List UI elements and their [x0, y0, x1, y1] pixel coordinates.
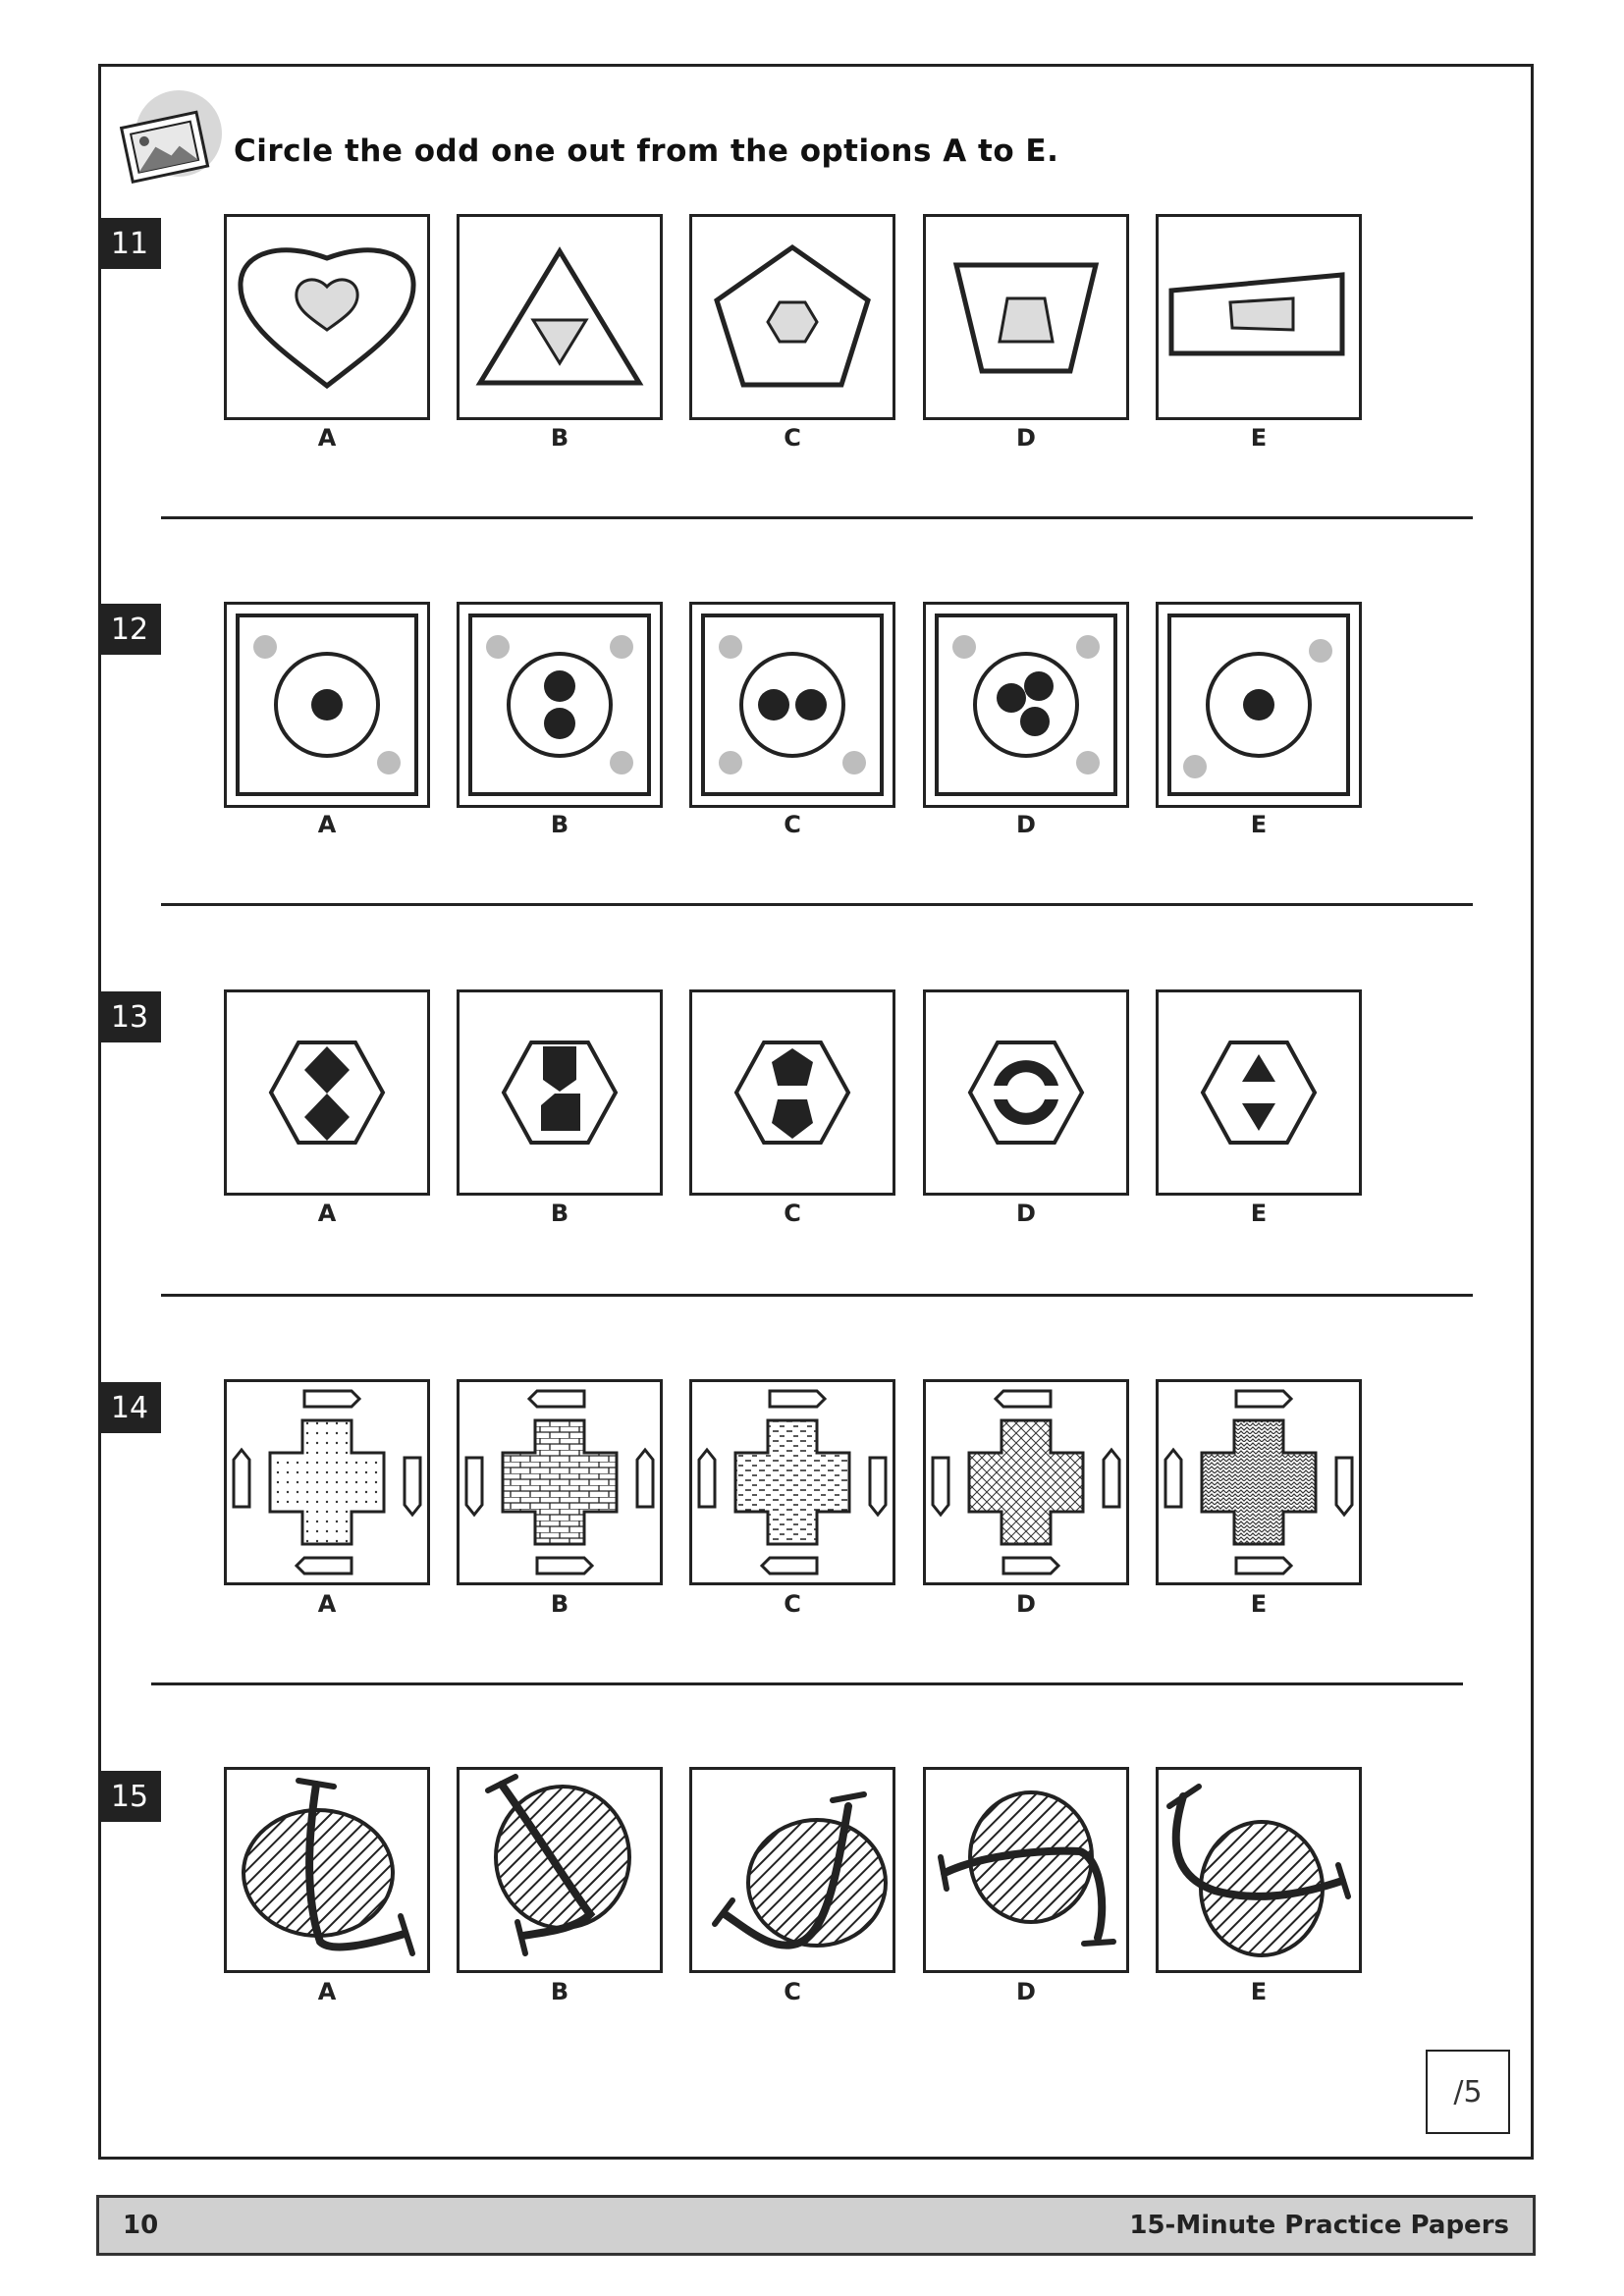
q13-option-e[interactable] [1156, 989, 1362, 1196]
q11-option-d[interactable] [923, 214, 1129, 420]
q11-option-b[interactable] [457, 214, 663, 420]
book-title: 15-Minute Practice Papers [1129, 2211, 1509, 2240]
option-label: D [1016, 1590, 1036, 1618]
q12-option-a[interactable] [224, 602, 430, 808]
q15-option-d[interactable] [923, 1767, 1129, 1973]
picture-icon [114, 90, 224, 188]
question-number: 14 [98, 1382, 161, 1433]
option-label: C [784, 1978, 801, 2005]
option-label: E [1250, 811, 1268, 838]
option-label: B [550, 1200, 569, 1227]
option-label: E [1250, 1590, 1268, 1618]
option-label: C [784, 811, 801, 838]
option-label: C [784, 1200, 801, 1227]
page-number: 10 [123, 2211, 159, 2240]
q15-option-c[interactable] [689, 1767, 895, 1973]
option-label: E [1250, 1978, 1268, 2005]
option-label: D [1016, 1200, 1036, 1227]
option-label: B [550, 1590, 569, 1618]
q13-option-b[interactable] [457, 989, 663, 1196]
option-label: E [1250, 1200, 1268, 1227]
score-box[interactable]: /5 [1426, 2050, 1510, 2134]
q15-option-e[interactable] [1156, 1767, 1362, 1973]
option-label: D [1016, 811, 1036, 838]
q14-option-d[interactable] [923, 1379, 1129, 1585]
q15-option-b[interactable] [457, 1767, 663, 1973]
q14-option-c[interactable] [689, 1379, 895, 1585]
question-number: 13 [98, 991, 161, 1042]
q13-option-a[interactable] [224, 989, 430, 1196]
option-label: B [550, 1978, 569, 2005]
q12-option-b[interactable] [457, 602, 663, 808]
option-label: B [550, 424, 569, 452]
option-label: C [784, 424, 801, 452]
page-footer [96, 2195, 1536, 2256]
q11-option-c[interactable] [689, 214, 895, 420]
q14-option-e[interactable] [1156, 1379, 1362, 1585]
q15-option-a[interactable] [224, 1767, 430, 1973]
option-label: A [317, 424, 337, 452]
option-label: A [317, 1978, 337, 2005]
q14-option-a[interactable] [224, 1379, 430, 1585]
q12-option-d[interactable] [923, 602, 1129, 808]
question-number: 12 [98, 604, 161, 655]
divider [161, 1294, 1473, 1297]
question-number: 11 [98, 218, 161, 269]
q13-option-d[interactable] [923, 989, 1129, 1196]
option-label: D [1016, 1978, 1036, 2005]
option-label: E [1250, 424, 1268, 452]
question-number: 15 [98, 1771, 161, 1822]
q13-option-c[interactable] [689, 989, 895, 1196]
option-label: D [1016, 424, 1036, 452]
divider [151, 1682, 1463, 1685]
option-label: A [317, 1200, 337, 1227]
q12-option-e[interactable] [1156, 602, 1362, 808]
q11-option-e[interactable] [1156, 214, 1362, 420]
option-label: C [784, 1590, 801, 1618]
option-label: A [317, 1590, 337, 1618]
q11-option-a[interactable] [224, 214, 430, 420]
divider [161, 903, 1473, 906]
q12-option-c[interactable] [689, 602, 895, 808]
q14-option-b[interactable] [457, 1379, 663, 1585]
instruction-text: Circle the odd one out from the options A to E. [234, 133, 1059, 169]
divider [161, 516, 1473, 519]
option-label: A [317, 811, 337, 838]
option-label: B [550, 811, 569, 838]
